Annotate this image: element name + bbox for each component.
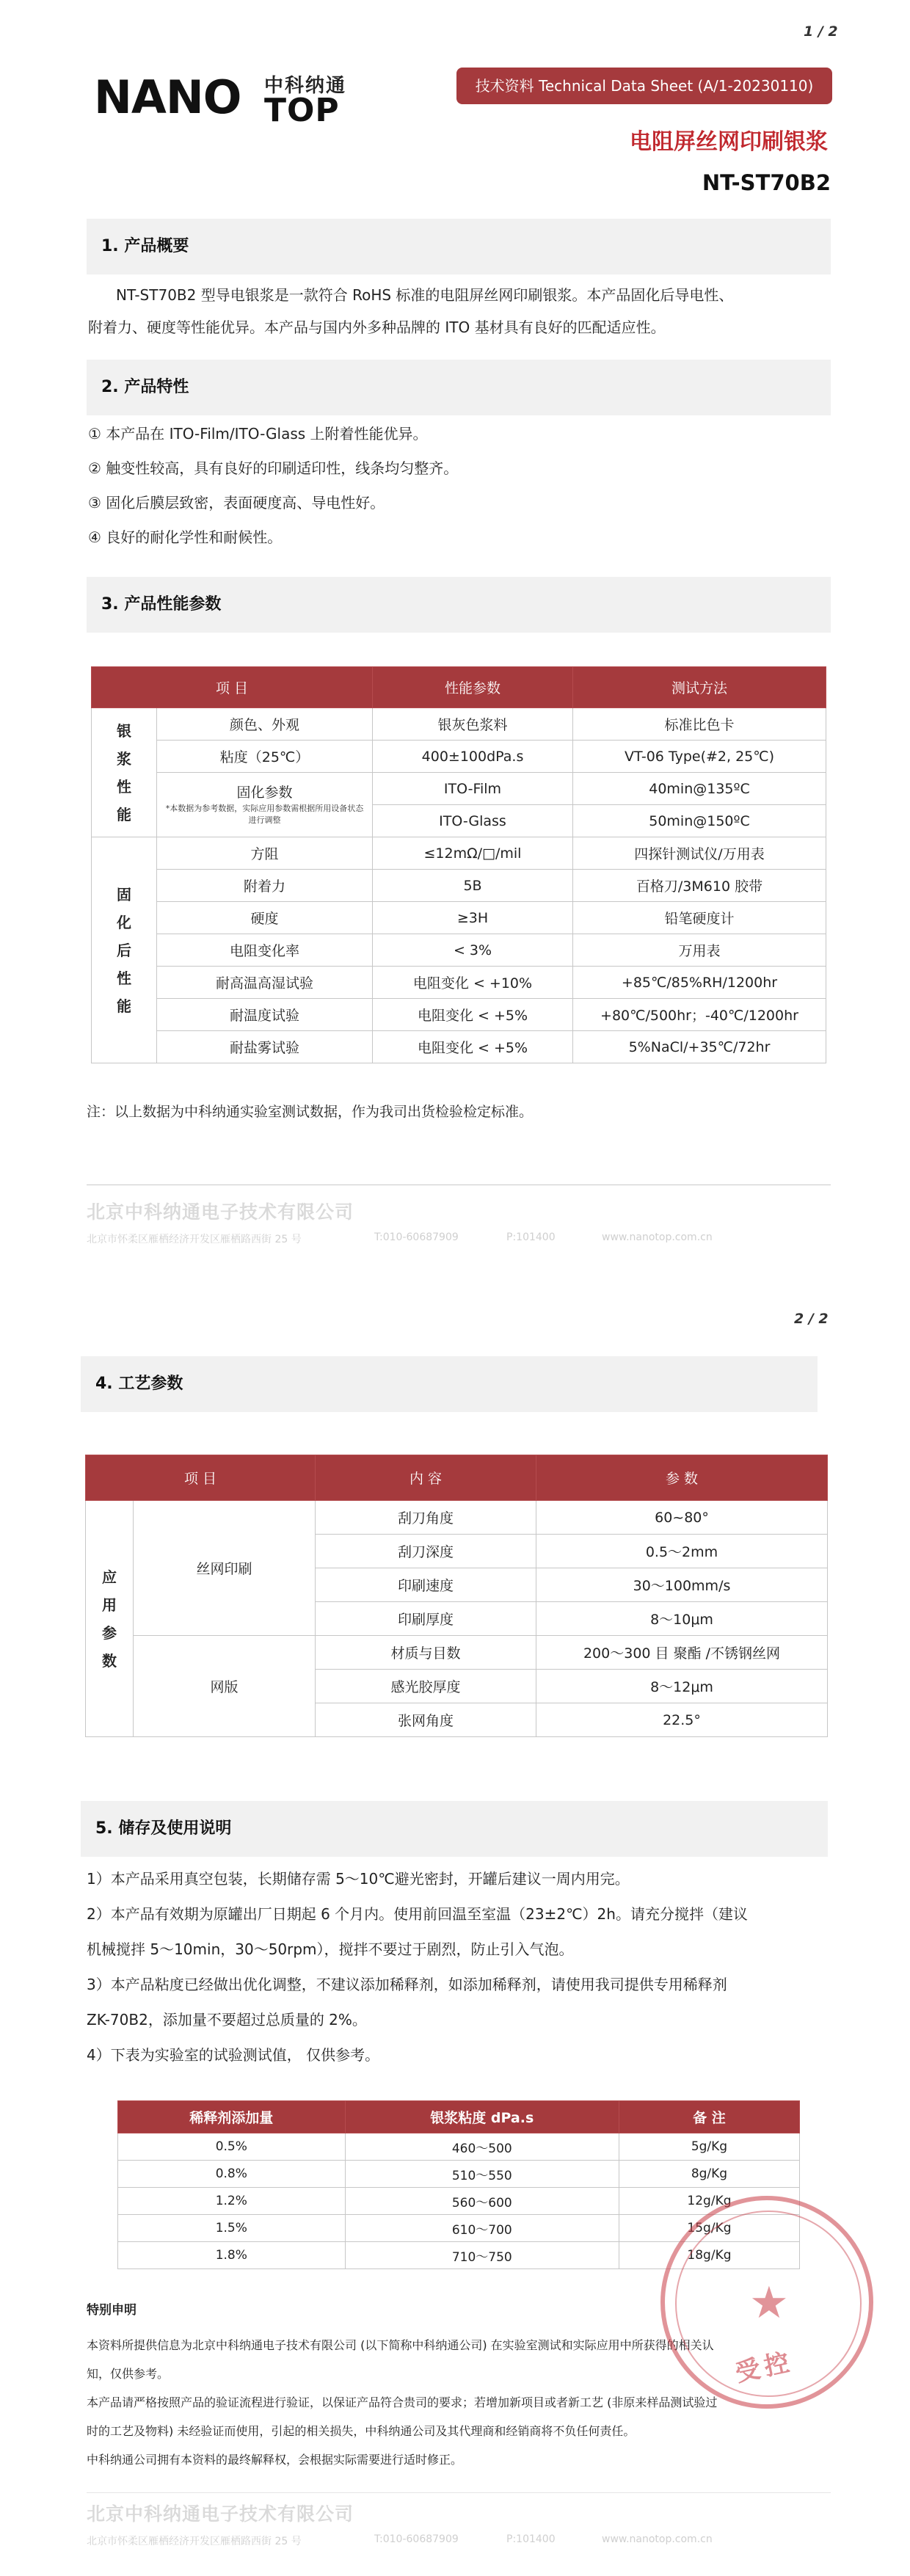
footer-post: P:101400	[506, 1231, 556, 1243]
table-cell: 刮刀深度	[316, 1535, 536, 1568]
table-cell: 710～750	[345, 2242, 619, 2269]
storage-item: ZK-70B2，添加量不要超过总质量的 2%。	[87, 2011, 367, 2029]
storage-item: 机械搅拌 5～10min，30～50rpm），搅拌不要过于剧烈，防止引入气泡。	[87, 1940, 574, 1958]
footer-address: 北京市怀柔区雁栖经济开发区雁栖路西街 25 号	[87, 2536, 302, 2547]
table-cell: 50min@150ºC	[573, 805, 826, 837]
overview-line: 附着力、硬度等性能优异。本产品与国内外多种品牌的 ITO 基材具有良好的匹配适应性。	[88, 319, 666, 336]
footer-web: www.nanotop.com.cn	[602, 1231, 713, 1243]
storage-item: 3）本产品粘度已经做出优化调整，不建议添加稀释剂，如添加稀释剂，请使用我司提供专用稀释剂	[87, 1976, 727, 1993]
seal-text: 受控	[732, 2347, 797, 2388]
table-cell: 银灰色浆料	[373, 708, 573, 741]
table-cell: 张网角度	[316, 1703, 536, 1737]
table-cell: 8～10μm	[536, 1602, 828, 1636]
table-cell: VT-06 Type(#2, 25℃)	[573, 741, 826, 773]
section-header-storage: 5. 储存及使用说明	[81, 1801, 828, 1857]
footer-address: 北京市怀柔区雁栖经济开发区雁栖路西街 25 号	[87, 1234, 302, 1245]
table-cell: 感光胶厚度	[316, 1670, 536, 1703]
table-cell: 1.5%	[118, 2215, 346, 2242]
table-cell: 耐盐雾试验	[157, 1031, 373, 1063]
sub-group-label: 丝网印刷	[134, 1501, 316, 1636]
table-cell: 1.2%	[118, 2188, 346, 2215]
footer-tel: T:010-60687909	[374, 2533, 459, 2545]
performance-note: 注：以上数据为中科纳通实验室测试数据，作为我司出货检验检定标准。	[87, 1104, 534, 1120]
table-cell: 5B	[373, 870, 573, 902]
table-cell: 0.5～2mm	[536, 1535, 828, 1568]
table-cell: 百格刀/3M610 胶带	[573, 870, 826, 902]
seal-star-icon: ★	[749, 2277, 789, 2329]
cure-footnote: *本数据为参考数据，实际应用参数需根据所用设备状态进行调整	[165, 804, 364, 825]
storage-list	[87, 1861, 835, 2073]
disclaimer-line: 知，仅供参考。	[87, 2367, 170, 2381]
table-cell: 电阻变化 < +5%	[373, 1031, 573, 1063]
table-header: 测试方法	[573, 667, 826, 708]
table-cell: 5g/Kg	[619, 2133, 799, 2161]
table-header: 内 容	[316, 1455, 536, 1501]
table-cell: ≤12mΩ/□/mil	[373, 837, 573, 870]
group-label: 固化后性能	[92, 837, 157, 1063]
table-cell: 材质与目数	[316, 1636, 536, 1670]
sub-group-label: 网版	[134, 1636, 316, 1737]
table-cell: 40min@135ºC	[573, 773, 826, 805]
table-cell: 电阻变化 < +5%	[373, 999, 573, 1031]
doc-type-banner: 技术资料 Technical Data Sheet (A/1-20230110)	[456, 68, 832, 104]
storage-item: 1）本产品采用真空包装，长期储存需 5～10℃避光密封，开罐后建议一周内用完。	[87, 1870, 630, 1888]
disclaimer-line: 本资料所提供信息为北京中科纳通电子技术有限公司 (以下简称中科纳通公司) 在实验室测试和实际应用中所获得的相关认	[87, 2338, 714, 2352]
table-cell: 510～550	[345, 2161, 619, 2188]
feature-item: ② 触变性较高，具有良好的印刷适印性，线条均匀整齐。	[88, 459, 459, 477]
logo-cn: 中科纳通	[264, 75, 347, 97]
footer-company: 北京中科纳通电子技术有限公司	[87, 2503, 354, 2525]
page-number: 2 / 2	[794, 1311, 829, 1327]
section-header-performance: 3. 产品性能参数	[87, 577, 831, 633]
section-header-overview: 1. 产品概要	[87, 219, 831, 274]
table-header: 稀释剂添加量	[118, 2101, 346, 2133]
logo-nano: NANO	[94, 70, 241, 124]
table-cell: < 3%	[373, 934, 573, 967]
table-cell: 400±100dPa.s	[373, 741, 573, 773]
performance-table	[91, 666, 826, 1063]
company-seal	[660, 2196, 873, 2409]
table-cell: ITO-Glass	[373, 805, 573, 837]
table-header: 性能参数	[373, 667, 573, 708]
storage-item: 2）本产品有效期为原罐出厂日期起 6 个月内。使用前回温至室温（23±2℃）2h。请充分搅拌（建议	[87, 1905, 748, 1923]
disclaimer-line: 本产品请严格按照产品的验证流程进行验证，以保证产品符合贵司的要求；若增加新项目或者新工艺 (非原来样品测试验过	[87, 2395, 718, 2409]
table-cell: 标准比色卡	[573, 708, 826, 741]
table-cell: +80℃/500hr；-40℃/1200hr	[573, 999, 826, 1031]
table-header: 参 数	[536, 1455, 828, 1501]
page-number: 1 / 2	[804, 23, 838, 40]
feature-list	[88, 417, 822, 555]
table-cell: 印刷速度	[316, 1568, 536, 1602]
table-header: 备 注	[619, 2101, 799, 2133]
process-table	[85, 1455, 828, 1737]
disclaimer-line: 中科纳通公司拥有本资料的最终解释权，会根据实际需要进行适时修正。	[87, 2453, 463, 2467]
cure-label: 固化参数	[236, 785, 293, 801]
table-cell: 电阻变化 < +10%	[373, 967, 573, 999]
group-label: 银浆性能	[92, 708, 157, 837]
table-cell: 0.5%	[118, 2133, 346, 2161]
table-cell: 8～12μm	[536, 1670, 828, 1703]
table-cell: 印刷厚度	[316, 1602, 536, 1636]
table-cell: ≥3H	[373, 902, 573, 934]
table-cell: 200～300 目 聚酯 /不锈钢丝网	[536, 1636, 828, 1670]
table-header: 项 目	[86, 1455, 316, 1501]
footer-divider	[87, 2492, 831, 2493]
section-header-features: 2. 产品特性	[87, 360, 831, 415]
table-cell: 460～500	[345, 2133, 619, 2161]
overview-paragraph	[88, 279, 835, 343]
footer-web: www.nanotop.com.cn	[602, 2533, 713, 2545]
table-cell: 1.8%	[118, 2242, 346, 2269]
table-cell: 附着力	[157, 870, 373, 902]
feature-item: ③ 固化后膜层致密，表面硬度高、导电性好。	[88, 494, 385, 512]
table-cell: 8g/Kg	[619, 2161, 799, 2188]
table-cell: 耐高温高湿试验	[157, 967, 373, 999]
table-cell: +85℃/85%RH/1200hr	[573, 967, 826, 999]
table-cell: 方阻	[157, 837, 373, 870]
table-cell: 硬度	[157, 902, 373, 934]
product-model: NT-ST70B2	[702, 170, 831, 195]
table-cell: 刮刀角度	[316, 1501, 536, 1535]
table-cell: 12g/Kg	[619, 2188, 799, 2215]
table-cell: 610～700	[345, 2215, 619, 2242]
table-cell: 560～600	[345, 2188, 619, 2215]
footer-post: P:101400	[506, 2533, 556, 2545]
table-cell: 30～100mm/s	[536, 1568, 828, 1602]
logo-top: TOP	[264, 92, 340, 129]
table-cell: 万用表	[573, 934, 826, 967]
table-cell: 15g/Kg	[619, 2215, 799, 2242]
table-cell: 18g/Kg	[619, 2242, 799, 2269]
table-cell: 电阻变化率	[157, 934, 373, 967]
table-header: 项 目	[92, 667, 373, 708]
table-cell: 5%NaCl/+35℃/72hr	[573, 1031, 826, 1063]
group-label: 应用参数	[86, 1501, 134, 1737]
table-header: 银浆粘度 dPa.s	[345, 2101, 619, 2133]
table-cell: ITO-Film	[373, 773, 573, 805]
table-cell: 60~80°	[536, 1501, 828, 1535]
footer-company: 北京中科纳通电子技术有限公司	[87, 1201, 354, 1223]
disclaimer-line: 时的工艺及物料) 未经验证而使用，引起的相关损失，中科纳通公司及其代理商和经销商将不负任何责任。	[87, 2424, 636, 2438]
section-header-process: 4. 工艺参数	[81, 1356, 818, 1412]
footer-tel: T:010-60687909	[374, 1231, 459, 1243]
company-logo	[94, 65, 387, 131]
table-cell: 22.5°	[536, 1703, 828, 1737]
disclaimer-title: 特别申明	[87, 2303, 136, 2318]
table-cell: 颜色、外观	[157, 708, 373, 741]
table-cell: 粘度（25℃）	[157, 741, 373, 773]
table-cell: 四探针测试仪/万用表	[573, 837, 826, 870]
table-cell: 铅笔硬度计	[573, 902, 826, 934]
table-cell	[157, 773, 373, 837]
product-title: 电阻屏丝网印刷银浆	[630, 129, 828, 155]
feature-item: ① 本产品在 ITO-Film/ITO-Glass 上附着性能优异。	[88, 425, 428, 443]
table-cell: 耐温度试验	[157, 999, 373, 1031]
storage-item: 4）下表为实验室的试验测试值， 仅供参考。	[87, 2046, 380, 2064]
overview-line: NT-ST70B2 型导电银浆是一款符合 RoHS 标准的电阻屏丝网印刷银浆。本产品固化后导电性、	[116, 286, 734, 304]
table-cell: 0.8%	[118, 2161, 346, 2188]
feature-item: ④ 良好的耐化学性和耐候性。	[88, 528, 283, 546]
